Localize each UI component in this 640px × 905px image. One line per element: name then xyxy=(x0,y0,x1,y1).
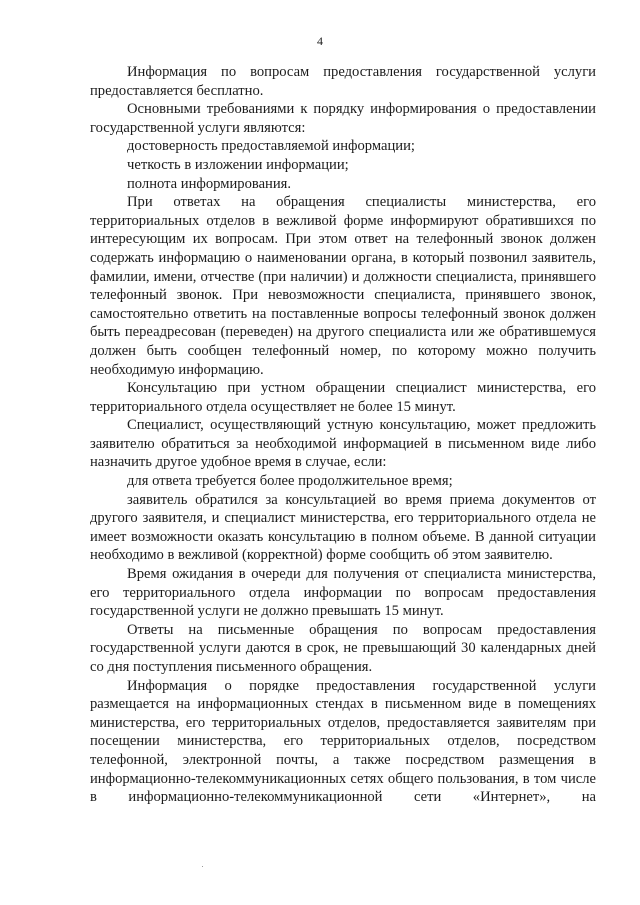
paragraph-requirements-intro: Основными требованиями к порядку информирования о предоставлении государственной услуги являются: xyxy=(90,101,596,136)
paragraph-written-answers: Ответы на письменные обращения по вопросам предоставления государственной услуги даются в срок, не превышающий 30 календарных дней со дня поступления письменного обращения. xyxy=(90,621,596,675)
paragraph-waiting-time: Время ожидания в очереди для получения от специалиста министерства, его территориального отдела информации по вопросам предоставления государственной услуги не должно превышать 15 минут. xyxy=(90,566,596,620)
paragraph-oral-consultation: Консультацию при устном обращении специалист министерства, его территориального отдела осуществляет не более 15 минут. xyxy=(90,380,596,415)
scan-speck xyxy=(202,866,203,867)
case-item-busy-specialist: заявитель обратился за консультацией во время приема документов от другого заявителя, и специалист министерства, его территориального отдела не имеет возможности оказать консультацию в полном объеме. В данной ситуации необходимо в вежливой (корректной) форме сообщить об этом заявителю. xyxy=(90,491,596,564)
requirement-item-reliability: достоверность предоставляемой информации; xyxy=(127,138,415,155)
paragraph-phone-answers: При ответах на обращения специалисты министерства, его территориальных отделов в вежливой форме информируют обратившихся по интересующим их вопросам. При этом ответ на телефонный звонок должен содержать информацию о наименовании органа, в который позвонил заявитель, фамилии, имени, отчестве (при наличии) и должности специалиста, принявшего телефонный звонок. При невозможности специалиста, принявшего звонок, самостоятельно ответить на поставленные вопросы телефонный звонок должен быть переадресован (переведен) на другого специалиста или же обратившемуся должен быть сообщен телефонный номер, по которому можно получить необходимую информацию. xyxy=(90,194,596,378)
paragraph-free-info: Информация по вопросам предоставления государственной услуги предоставляется бесплатно. xyxy=(90,64,596,99)
case-item-longer-time: для ответа требуется более продолжительное время; xyxy=(127,473,453,490)
page-number: 4 xyxy=(317,34,323,48)
requirement-item-clarity: четкость в изложении информации; xyxy=(127,156,349,173)
requirement-item-completeness: полнота информирования. xyxy=(127,175,292,192)
document-body xyxy=(90,63,596,807)
paragraph-written-referral: Специалист, осуществляющий устную консультацию, может предложить заявителю обратиться за необходимой информацией в письменном виде либо назначить другое удобное время в случае, если: xyxy=(90,417,596,471)
paragraph-information-placement: Информация о порядке предоставления государственной услуги размещается на информационных стендах в письменном виде в помещениях министерства, его территориальных отделов, предоставляется заявителям при посещении министерства, его территориальных отделов, посредством телефонной, электронной почты, а также посредством размещения в информационно-телекоммуникационных сетях общего пользования, в том числе в информационно-телекоммуникационной сети «Интернет», на xyxy=(90,677,596,806)
